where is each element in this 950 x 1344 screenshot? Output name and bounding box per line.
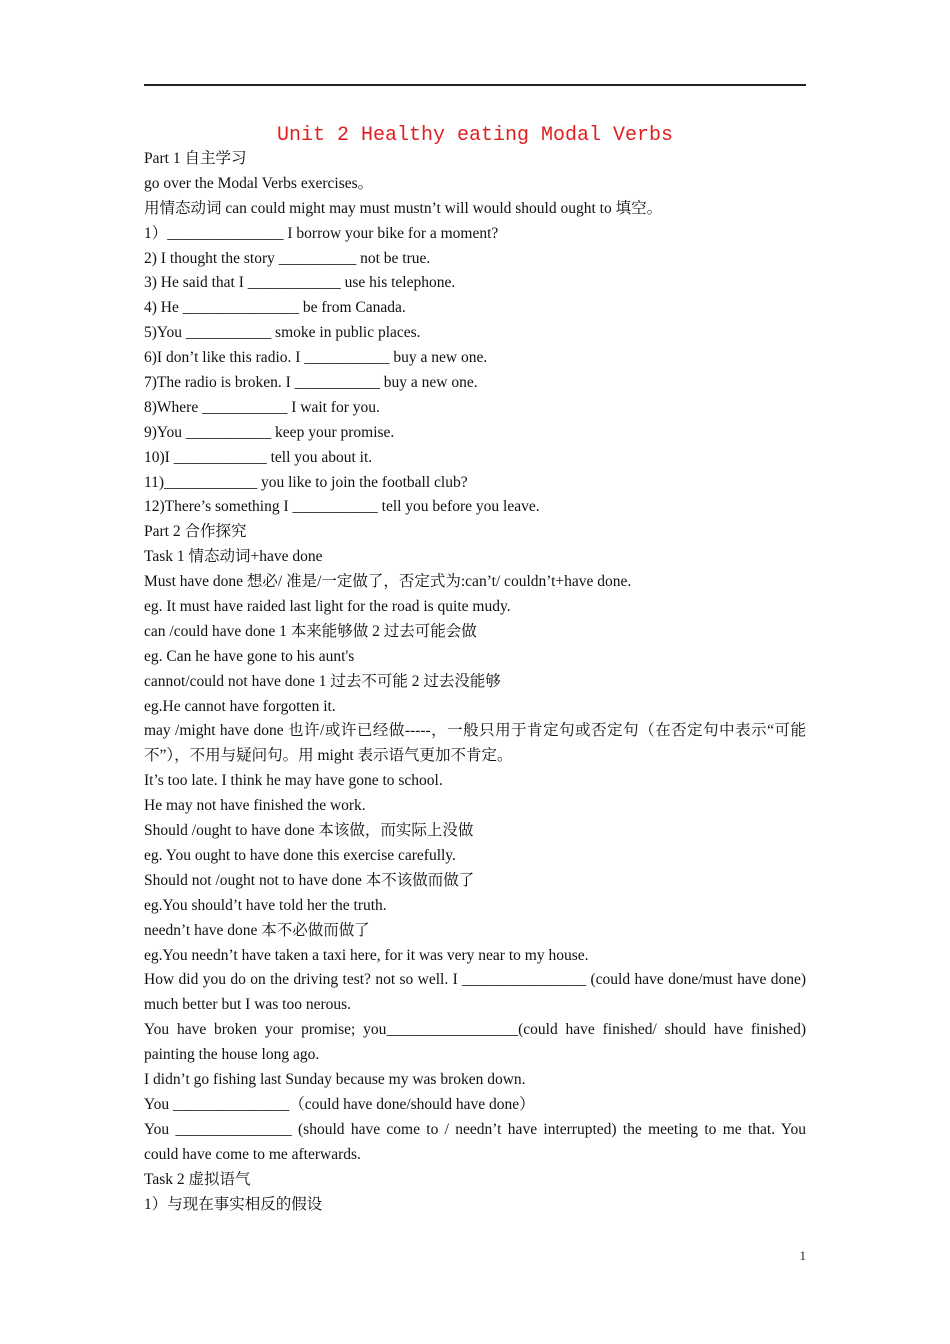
text-line: cannot/could not have done 1 过去不可能 2 过去没能够 <box>144 672 501 690</box>
header-rule <box>144 84 806 86</box>
paragraph-may-have-done: may /might have done 也许/或许已经做-----，一般只用于肯定句或否定句（在否定句中表示“可能不”），不用与疑问句。用 might 表示语气更加不肯定。 <box>144 722 806 765</box>
document-body <box>144 147 806 1217</box>
exercise-item-11: 11)____________ you like to join the football club? <box>144 473 468 491</box>
section-heading-part1: Part 1 自主学习 <box>144 150 247 167</box>
text-line: Must have done 想必/ 准是/一定做了，否定式为:can’t/ couldn’t+have done. <box>144 573 632 591</box>
exercise-line: You _______________（could have done/should have done） <box>144 1095 535 1113</box>
exercise-item-2: 2) I thought the story __________ not be true. <box>144 249 431 267</box>
instruction-line: 用情态动词 can could might may must mustn’t will would should ought to 填空。 <box>144 199 663 217</box>
example-line: eg. It must have raided last light for the road is quite mudy. <box>144 598 511 616</box>
exercise-item-5: 5)You ___________ smoke in public places. <box>144 324 421 342</box>
exercise-item-9: 9)You ___________ keep your promise. <box>144 423 395 441</box>
section-heading-part2: Part 2 合作探究 <box>144 523 247 541</box>
exercise-item-3: 3) He said that I ____________ use his telephone. <box>144 274 456 292</box>
text-line: can /could have done 1 本来能够做 2 过去可能会做 <box>144 622 477 640</box>
example-line: eg. You ought to have done this exercise carefully. <box>144 846 456 864</box>
example-line: eg. Can he have gone to his aunt's <box>144 647 355 665</box>
text-line: 1）与现在事实相反的假设 <box>144 1195 323 1213</box>
example-line: It’s too late. I think he may have gone to school. <box>144 772 443 790</box>
exercise-item-8: 8)Where ___________ I wait for you. <box>144 398 380 416</box>
exercise-meeting: You _______________ (should have come to / needn’t have interrupted) the meeting to me that. You could have come to me afterwards. <box>144 1120 806 1163</box>
text-line: Should not /ought not to have done 本不该做而做了 <box>144 871 475 889</box>
text-line: needn’t have done 本不必做而做了 <box>144 921 370 939</box>
exercise-item-10: 10)I ____________ tell you about it. <box>144 448 373 466</box>
page-title: Unit 2 Healthy eating Modal Verbs <box>276 124 674 147</box>
example-line: He may not have finished the work. <box>144 797 366 815</box>
exercise-line: I didn’t go fishing last Sunday because my was broken down. <box>144 1071 526 1089</box>
exercise-item-12: 12)There’s something I ___________ tell you before you leave. <box>144 498 540 516</box>
exercise-item-1: 1）_______________ I borrow your bike for a moment? <box>144 224 499 242</box>
exercise-item-7: 7)The radio is broken. I ___________ buy a new one. <box>144 374 478 392</box>
exercise-item-4: 4) He _______________ be from Canada. <box>144 299 406 317</box>
task-heading-1: Task 1 情态动词+have done <box>144 548 323 566</box>
example-line: eg.You should’t have told her the truth. <box>144 896 387 914</box>
exercise-driving-test: How did you do on the driving test? not so well. I ________________ (could have done/must have done) much better but I was too nerous. <box>144 971 806 1014</box>
exercise-promise: You have broken your promise; you_________________(could have finished/ should have finished) painting the house long ago. <box>144 1021 806 1064</box>
text-line: go over the Modal Verbs exercises。 <box>144 174 374 192</box>
task-heading-2: Task 2 虚拟语气 <box>144 1170 251 1188</box>
exercise-item-6: 6)I don’t like this radio. I ___________ buy a new one. <box>144 349 488 367</box>
example-line: eg.He cannot have forgotten it. <box>144 697 336 715</box>
example-line: eg.You needn’t have taken a taxi here, for it was very near to my house. <box>144 946 589 964</box>
text-line: Should /ought to have done 本该做，而实际上没做 <box>144 822 474 840</box>
page-number: 1 <box>799 1248 806 1263</box>
